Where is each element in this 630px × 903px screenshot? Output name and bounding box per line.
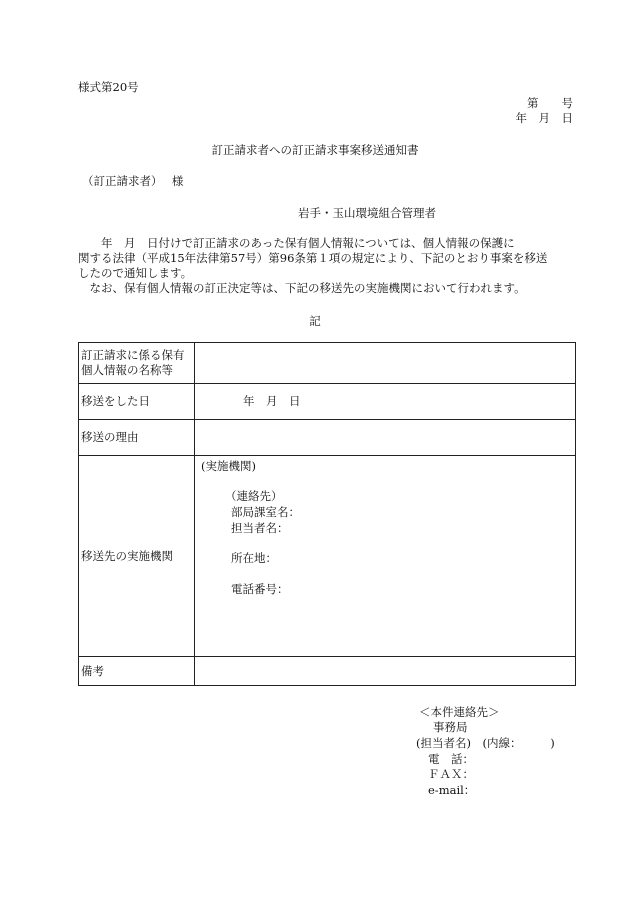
contact-heading: ＜本件連絡先＞ (419, 705, 500, 719)
transfer-table (78, 342, 576, 686)
body-line-2: 関する法律（平成15年法律第57号）第96条第１項の規定により、下記のとおり事案を移送 (78, 251, 548, 265)
department-field: 部局課室名： (231, 505, 300, 519)
body-line-3: したので通知します。 (78, 266, 193, 280)
form-number: 様式第20号 (78, 80, 139, 94)
destination-agency-value (195, 456, 576, 657)
transfer-date: 年 月 日 (243, 394, 301, 408)
transfer-reason-value (195, 420, 576, 456)
table-row (79, 343, 576, 384)
label-line: 個人情報の名称等 (81, 363, 173, 377)
document-date: 年 月 日 (515, 111, 573, 125)
label-line: 訂正請求に係る保有 (81, 348, 185, 362)
ki-marker: 記 (309, 314, 321, 328)
document-title: 訂正請求者への訂正請求事案移送通知書 (211, 143, 419, 157)
contact-person: (担当者名) (内線： ) (416, 736, 555, 750)
person-in-charge-field: 担当者名： (231, 521, 289, 535)
contact-phone: 電 話： (428, 752, 474, 766)
destination-agency-label: 移送先の実施機関 (79, 456, 195, 657)
remarks-value (195, 657, 576, 686)
notice-body (78, 236, 575, 296)
contact-heading: （連絡先） (225, 489, 283, 503)
contact-email: e-mail： (428, 783, 476, 797)
table-row (79, 420, 576, 456)
addressee: （訂正請求者） 様 (82, 174, 184, 188)
table-row (79, 384, 576, 420)
address-field: 所在地： (231, 551, 277, 565)
body-line-4: なお、保有個人情報の訂正決定等は、下記の移送先の実施機関において行われます。 (78, 281, 526, 295)
transfer-reason-label: 移送の理由 (79, 420, 195, 456)
body-line-1: 年 月 日付けで訂正請求のあった保有個人情報については、個人情報の保護に (78, 236, 515, 250)
remarks-label: 備考 (79, 657, 195, 686)
agency-heading: (実施機関) (201, 459, 256, 473)
table-row (79, 456, 576, 657)
contact-office: 事務局 (433, 720, 468, 734)
sender: 岩手・玉山環境組合管理者 (298, 206, 436, 220)
personal-info-name-label (79, 343, 195, 384)
document-number: 第 号 (527, 96, 573, 110)
phone-field: 電話番号： (231, 582, 289, 596)
table-row (79, 657, 576, 686)
contact-fax: ＦＡＸ： (428, 767, 474, 781)
transfer-date-label: 移送をした日 (79, 384, 195, 420)
personal-info-name-value (195, 343, 576, 384)
transfer-date-value (195, 384, 576, 420)
